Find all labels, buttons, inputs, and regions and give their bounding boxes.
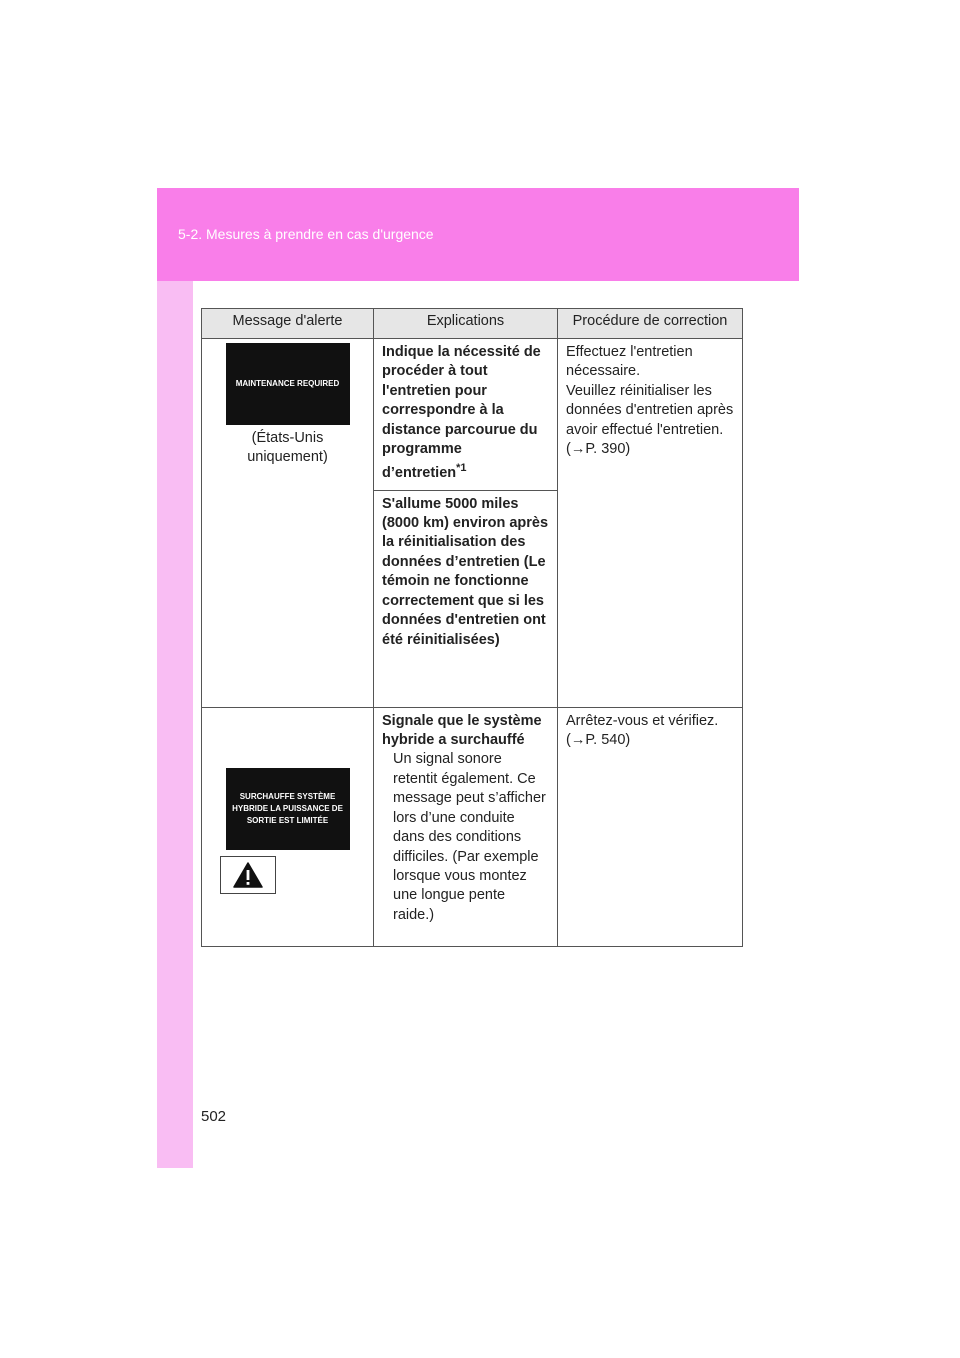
overheat-message-cell (202, 707, 374, 946)
table-row (202, 339, 743, 491)
maintenance-explanation-1: Indique la nécessité de procéder à tout l'entretien pour correspondre à la distance parcourue du programme d’entretien$^{*1}$ (374, 339, 558, 491)
alert-messages-table (201, 308, 743, 947)
overheat-explanation (374, 707, 558, 946)
table-header-row (202, 309, 743, 339)
overheat-explanation-title: Signale que le système hybride a surchauffé (382, 712, 542, 749)
table-row (202, 707, 743, 946)
warning-triangle-icon (233, 862, 263, 888)
maintenance-required-display (226, 343, 350, 425)
maintenance-correction-cell (558, 339, 743, 708)
overheat-correction: Arrêtez-vous et vérifiez. (→P. 540) (558, 707, 743, 946)
page-number: 502 (201, 1108, 227, 1125)
maintenance-display-text: MAINTENANCE REQUIRED (235, 379, 340, 388)
column-header-message: Message d'alerte (202, 309, 374, 339)
maintenance-explanation-2: S'allume 5000 miles (8000 km) environ après la réinitialisation des données d’entretien (Le témoin ne fonctionne correctement que si les données d'entretien ont été réinitialisées) (374, 490, 558, 707)
maintenance-correction-line1: Effectuez l'entretien nécessaire. (566, 344, 693, 380)
section-title: 5-2. Mesures à prendre en cas d'urgence (178, 226, 434, 242)
column-header-explanations: Explications (374, 309, 558, 339)
overheat-display-text: SURCHAUFFE SYSTÈME HYBRIDE LA PUISSANCE DE SORTIE EST LIMITÉE (232, 791, 343, 825)
column-header-correction: Procédure de correction (558, 309, 743, 339)
maintenance-correction-line2: Veuillez réinitialiser les données d'entretien après avoir effectué l'entretien. (→P. 390) (566, 382, 734, 458)
overheat-explanation-body: Un signal sonore retentit également. Ce message peut s’afficher lors d’une conduite dans des conditions difficiles. (Par exemple lorsque vous montez une longue pente raide.) (393, 751, 546, 923)
warning-icon-box (220, 856, 276, 894)
region-note: (États-Unis uniquement) (247, 430, 328, 466)
hybrid-overheat-display (226, 768, 350, 850)
footnote-marker: *1 (456, 462, 467, 475)
side-tab-band (157, 188, 193, 1168)
maintenance-message-cell (202, 339, 374, 708)
